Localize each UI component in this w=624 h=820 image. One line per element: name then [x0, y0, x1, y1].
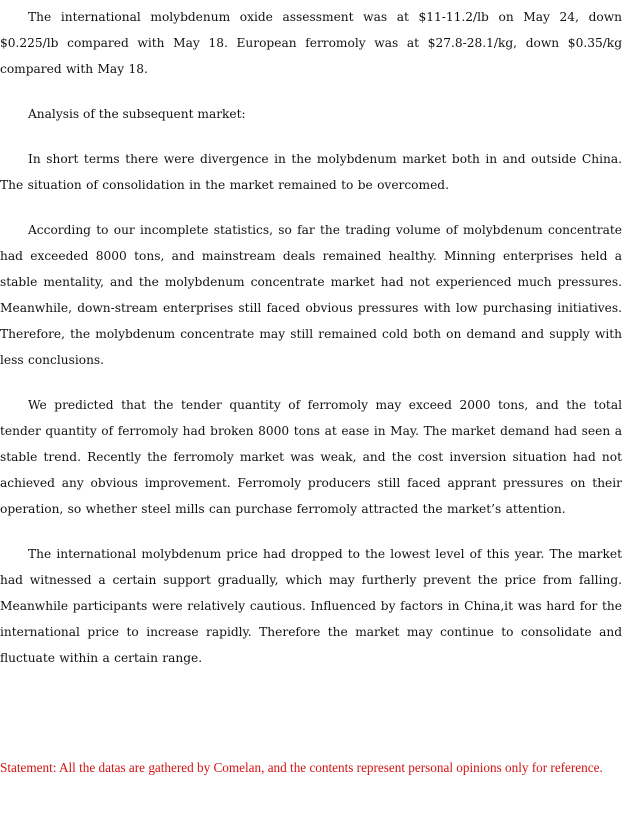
- section-heading-market-analysis: Analysis of the subsequent market:: [28, 107, 246, 121]
- paragraph-market-divergence: In short terms there were divergence in the molybdenum market both in and outside China. The situation of consolidation in the market remained to be overcomed.: [0, 152, 622, 192]
- paragraph-molybdenum-concentrate: According to our incomplete statistics, so far the trading volume of molybdenum concentrate had exceeded 8000 tons, and mainstream deals remained healthy. Minning enterprises held a stable mentality, and the molybdenum concentrate market had not experienced much pressures. Meanwhile, down-stream enterprises still faced obvious pressures with low purchasing initiatives. Therefore, the molybdenum concentrate may still remained cold both on demand and supply with less conclusions.: [0, 223, 622, 367]
- article-body: [0, 4, 622, 690]
- paragraph-price-assessment: The international molybdenum oxide assessment was at $11-11.2/lb on May 24, down $0.225/lb compared with May 18. European ferromoly was at $27.8-28.1/kg, down $0.35/kg compared with May 18.: [0, 10, 622, 76]
- paragraph-ferromoly-tender: We predicted that the tender quantity of ferromoly may exceed 2000 tons, and the total tender quantity of ferromoly had broken 8000 tons at ease in May. The market demand had seen a stable trend. Recently the ferromoly market was weak, and the cost inversion situation had not achieved any obvious improvement. Ferromoly producers still faced apprant pressures on their operation, so whether steel mills can purchase ferromoly attracted the market’s attention.: [0, 398, 622, 516]
- paragraph-international-price: The international molybdenum price had dropped to the lowest level of this year. The market had witnessed a certain support gradually, which may furtherly prevent the price from falling. Meanwhile participants were relatively cautious. Influenced by factors in China,it was hard for the international price to increase rapidly. Therefore the market may continue to consolidate and fluctuate within a certain range.: [0, 547, 622, 665]
- disclaimer-statement: Statement: All the datas are gathered by Comelan, and the contents represent personal opinions only for reference.: [0, 760, 603, 775]
